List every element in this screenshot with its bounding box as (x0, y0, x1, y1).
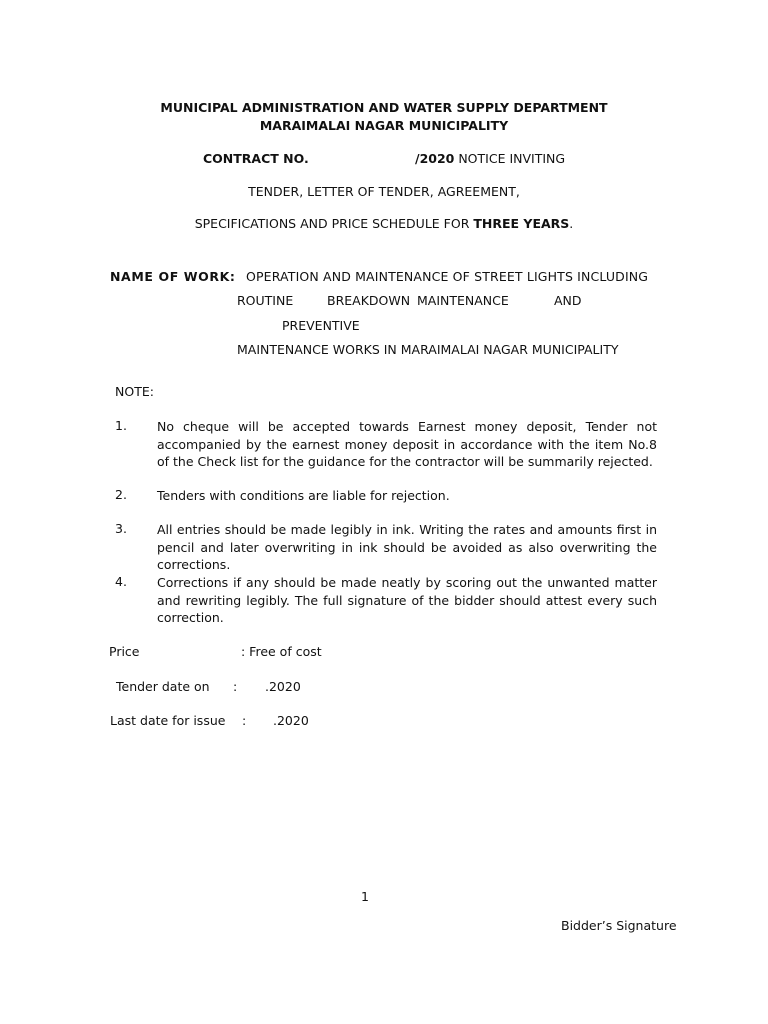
contract-duration: THREE YEARS (473, 216, 570, 231)
contract-notice: NOTICE INVITING (454, 151, 566, 166)
note-number: 3. (115, 521, 127, 536)
note-text: No cheque will be accepted towards Earnest money deposit, Tender not accompanied by the earnest money deposit in accordance with the item No.8 of the Check list for the guidance for the contractor will be summarily rejected. (157, 419, 657, 469)
tender-date-label: Tender date on (116, 679, 210, 694)
bidder-signature-label: Bidder’s Signature (561, 918, 677, 933)
work-word-maintenance: MAINTENANCE (417, 293, 509, 308)
tender-date-value: .2020 (265, 679, 301, 694)
work-line-3: PREVENTIVE (282, 318, 360, 333)
last-date-label: Last date for issue (110, 713, 226, 728)
price-label: Price (109, 644, 140, 659)
work-word-routine: ROUTINE (237, 293, 294, 308)
work-word-and: AND (554, 293, 582, 308)
last-date-separator: : (242, 713, 247, 728)
note-number: 4. (115, 574, 127, 589)
price-value: : Free of cost (241, 644, 322, 659)
work-word-breakdown: BREAKDOWN (327, 293, 411, 308)
note-heading: NOTE: (115, 384, 154, 399)
note-number: 2. (115, 487, 127, 502)
contract-line-3 (0, 216, 768, 231)
note-text: Corrections if any should be made neatly by scoring out the unwanted matter and rewriting legibly. The full signature of the bidder should attest every such correction. (157, 575, 657, 625)
note-number: 1. (115, 418, 127, 433)
contract-line-2: TENDER, LETTER OF TENDER, AGREEMENT, (248, 184, 520, 199)
work-line-4: MAINTENANCE WORKS IN MARAIMALAI NAGAR MUNICIPALITY (237, 342, 619, 357)
last-date-value: .2020 (273, 713, 309, 728)
tender-date-separator: : (233, 679, 238, 694)
note-text: Tenders with conditions are liable for rejection. (157, 488, 450, 503)
department-title: MUNICIPAL ADMINISTRATION AND WATER SUPPLY DEPARTMENT (160, 100, 608, 115)
work-line-1: OPERATION AND MAINTENANCE OF STREET LIGHTS INCLUDING (246, 269, 649, 284)
work-label: NAME OF WORK: (110, 269, 236, 284)
contract-line-3-suffix: . (569, 216, 574, 231)
page-number: 1 (361, 889, 369, 904)
contract-line-3-prefix: SPECIFICATIONS AND PRICE SCHEDULE FOR (194, 216, 474, 231)
municipality-title: MARAIMALAI NAGAR MUNICIPALITY (259, 118, 509, 133)
note-text: All entries should be made legibly in ink. Writing the rates and amounts first in pencil and later overwriting in ink should be avoided as also overwriting the corrections. (157, 522, 657, 572)
contract-label: CONTRACT NO. (203, 151, 309, 166)
contract-year-line (415, 151, 565, 166)
contract-year: /2020 (415, 151, 455, 166)
